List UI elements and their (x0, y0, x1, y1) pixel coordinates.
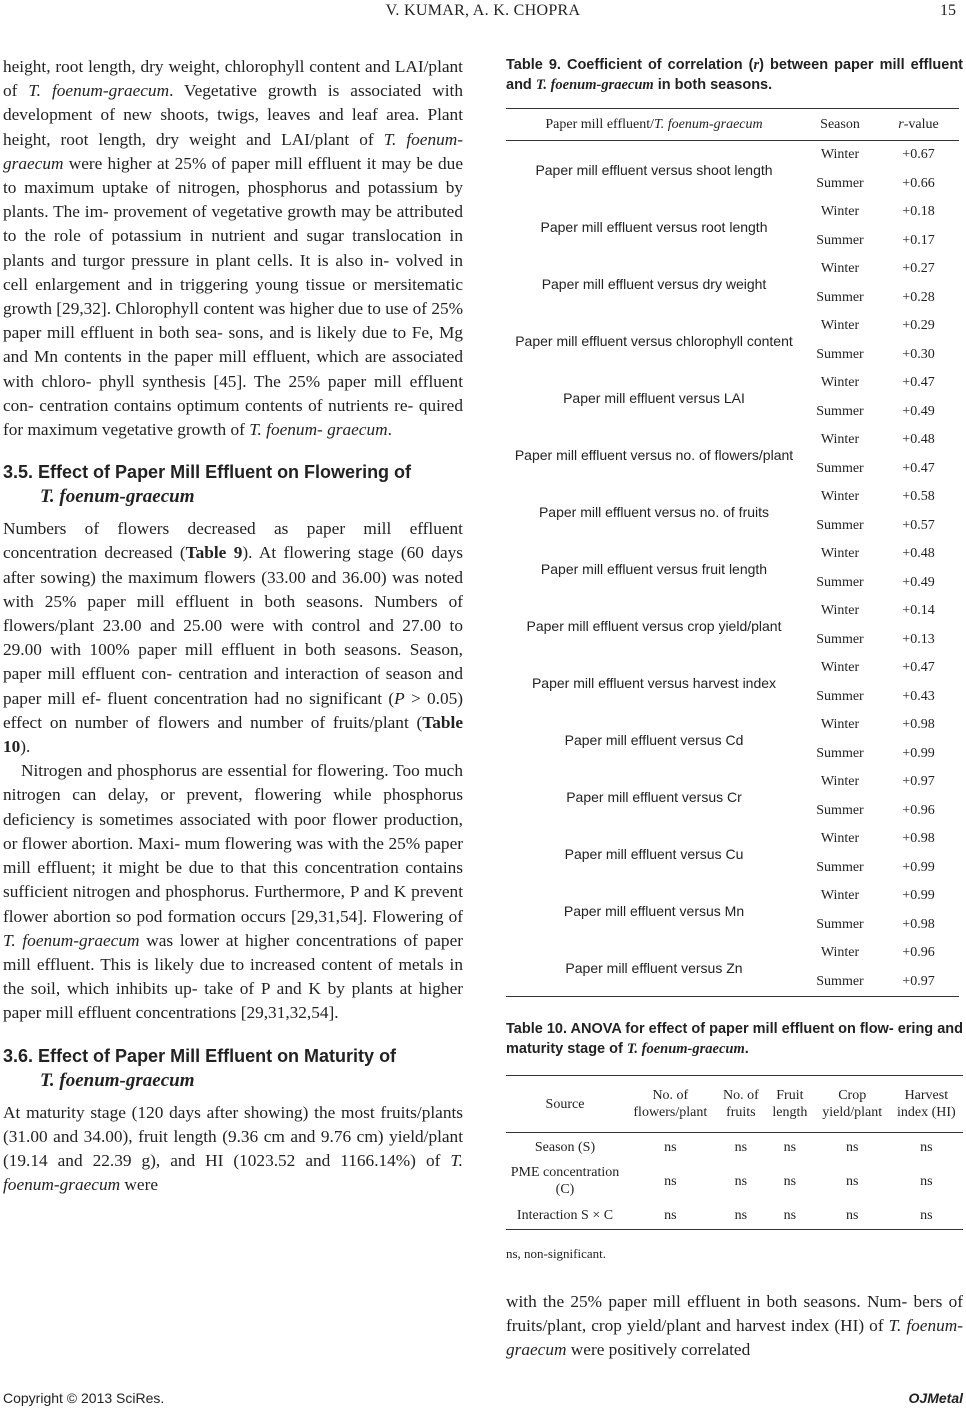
r-value-cell: +0.48 (902, 546, 935, 562)
r-value-cell: +0.18 (902, 204, 935, 220)
source-cell: PME concentration (C) (510, 1165, 620, 1197)
paragraph (3, 759, 463, 1025)
section-species: T. foenum-graecum (40, 1069, 195, 1091)
paragraph (3, 1101, 463, 1198)
journal-name: OJMetal (908, 1390, 963, 1406)
caption-species: T. foenum-graecum (535, 77, 654, 93)
caption-text: Table 10. ANOVA for effect of paper mill effluent on flow- ering and maturity stage of (506, 1021, 963, 1057)
r-value-cell: +0.97 (902, 774, 935, 790)
table-row (506, 483, 959, 512)
season-cell: Winter (820, 660, 860, 676)
table-row (506, 198, 959, 227)
r-value-cell: +0.98 (902, 717, 935, 733)
r-value-cell: +0.58 (902, 489, 935, 505)
significance-cell: ns (890, 1201, 963, 1230)
page-number: 15 (940, 2, 956, 19)
table-row (506, 597, 959, 626)
r-value-cell: +0.57 (902, 517, 935, 533)
table-row (506, 369, 959, 398)
table10-body (506, 1133, 963, 1230)
bold-run: Table 10 (3, 712, 463, 757)
season-cell: Summer (816, 232, 864, 248)
r-value-cell: +0.47 (902, 460, 935, 476)
significance-cell: ns (624, 1201, 717, 1230)
r-value-cell: +0.47 (902, 375, 935, 391)
season-cell: Winter (820, 831, 860, 847)
table10-header-cell: Harvest index (HI) (890, 1076, 963, 1133)
paragraph (3, 517, 463, 759)
comparison-label: Paper mill effluent versus fruit length (540, 560, 768, 577)
significance-cell: ns (664, 1173, 677, 1189)
r-value-cell: +0.99 (902, 745, 935, 761)
season-cell: Summer (816, 517, 864, 533)
italic-run: T. foenum-graecum (3, 930, 140, 950)
comparison-label: Paper mill effluent versus Mn (563, 902, 745, 919)
paragraph (3, 55, 463, 442)
table-row (506, 540, 959, 569)
comparison-label: Paper mill effluent versus root length (540, 218, 768, 235)
table9-header-r (878, 109, 959, 141)
table9-header-season: Season (802, 109, 878, 141)
season-cell: Winter (820, 603, 860, 619)
right-column (506, 55, 963, 1363)
table-row (506, 711, 959, 740)
r-value-cell: +0.96 (902, 945, 935, 961)
table9 (506, 108, 959, 997)
season-cell: Winter (820, 147, 860, 163)
significance-cell: ns (783, 1139, 797, 1155)
table-row (506, 1161, 963, 1201)
table10-header-cell: No. of fruits (717, 1076, 765, 1133)
table-row (506, 255, 959, 284)
r-value-cell: +0.67 (902, 147, 935, 163)
season-cell: Winter (820, 888, 860, 904)
r-value-cell: +0.49 (902, 574, 935, 590)
italic-run: T. foenum-graecum (3, 129, 463, 173)
season-cell: Winter (820, 375, 860, 391)
text-run: were positively correlated (566, 1340, 751, 1360)
italic-run: T. foenum-graecum (28, 81, 170, 101)
header-r: r (898, 116, 904, 132)
season-cell: Winter (820, 945, 860, 961)
section-number: 3.5. (3, 462, 34, 483)
r-value-cell: +0.43 (902, 688, 935, 704)
r-value-cell: +0.99 (902, 859, 935, 875)
table-row (506, 1201, 963, 1230)
season-cell: Summer (816, 175, 864, 191)
running-title: V. KUMAR, A. K. CHOPRA (385, 2, 581, 19)
caption-text: . (744, 1041, 749, 1057)
comparison-label: Paper mill effluent versus crop yield/plant (526, 617, 782, 634)
table10-header-cell: No. of flowers/plant (624, 1076, 717, 1133)
season-cell: Summer (816, 631, 864, 647)
text-run: were (120, 1175, 159, 1195)
season-cell: Summer (816, 460, 864, 476)
table9-caption (506, 55, 963, 95)
r-value-cell: +0.97 (878, 968, 959, 997)
text-run: > 0.05) effect on number of flowers and number of fruits/plant ( (3, 688, 463, 732)
season-cell: Winter (820, 717, 860, 733)
header-text: Paper mill effluent/ (545, 116, 654, 132)
r-value-cell: +0.14 (902, 603, 935, 619)
comparison-label: Paper mill effluent versus LAI (563, 389, 745, 406)
table-row (506, 768, 959, 797)
significance-cell: ns (783, 1173, 797, 1189)
season-cell: Summer (816, 859, 864, 875)
copyright: Copyright © 2013 SciRes. (3, 1390, 165, 1406)
r-value-cell: +0.96 (902, 802, 935, 818)
significance-cell: ns (815, 1201, 890, 1230)
table-row (506, 654, 959, 683)
r-value-cell: +0.17 (902, 232, 935, 248)
section-heading-3-5 (3, 460, 463, 509)
season-cell: Winter (820, 432, 860, 448)
comparison-label: Paper mill effluent versus Cr (566, 788, 742, 805)
season-cell: Winter (820, 318, 860, 334)
table-row (506, 882, 959, 911)
section-heading-3-6 (3, 1044, 463, 1093)
significance-cell: ns (765, 1201, 815, 1230)
italic-run: T. foenum-graecum (506, 1316, 963, 1360)
season-cell: Winter (820, 261, 860, 277)
table10-header-cell: Fruit length (765, 1076, 815, 1133)
left-column (3, 55, 463, 1197)
table9-body (506, 141, 959, 997)
significance-cell: ns (920, 1139, 933, 1155)
r-value-cell: +0.28 (902, 289, 935, 305)
significance-cell: ns (920, 1173, 933, 1189)
table-row (506, 939, 959, 968)
italic-run: P (394, 688, 405, 708)
source-cell: Interaction S × C (506, 1201, 624, 1230)
significance-cell: ns (717, 1201, 765, 1230)
r-value-cell: +0.30 (902, 346, 935, 362)
r-value-cell: +0.27 (902, 261, 935, 277)
r-value-cell: +0.29 (902, 318, 935, 334)
r-value-cell: +0.49 (902, 403, 935, 419)
text-run: At maturity stage (120 days after showing) the most fruits/plants (31.00 and 34.00), fruit length (9.36 cm and 9.76 cm) yield/plant (19.14 and 22.39 g), and HI (1023.52 and 1166.14%) of (3, 1102, 463, 1170)
comparison-label: Paper mill effluent versus no. of fruits (538, 503, 770, 520)
comparison-label: Paper mill effluent versus Zn (506, 939, 802, 997)
comparison-label: Paper mill effluent versus shoot length (535, 161, 773, 178)
caption-text: ) between paper mill effluent and (506, 57, 964, 93)
comparison-label: Paper mill effluent versus Cu (564, 845, 744, 862)
text-run: height, root length, dry weight, chlorophyll content and LAI/plant of (3, 57, 463, 101)
comparison-label: Paper mill effluent versus harvest index (531, 674, 777, 691)
season-cell: Summer (816, 688, 864, 704)
table-row (506, 825, 959, 854)
season-cell: Summer (816, 916, 864, 932)
section-title: Effect of Paper Mill Effluent on Flowering of (38, 462, 412, 483)
table10-note: ns, non-significant. (506, 1246, 607, 1261)
paragraph (506, 1290, 963, 1363)
table10-caption (506, 1019, 963, 1059)
text-run: was lower at higher concentrations of paper mill effluent. This is likely due to increased content of metals in the soil, which inhibits up- take of P and K by plants at higher paper mill effluent concentrations [29,31,32,54]. (3, 930, 463, 1023)
text-run: . Vegetative growth is associated with development of new shoots, twigs, leaves and leaf area. Plant height, root length, dry weight and LAI/plant of (3, 81, 463, 149)
italic-run: T. foenum-graecum (3, 1150, 463, 1195)
section-species: T. foenum-graecum (40, 486, 195, 508)
table9-header-comparison (506, 109, 802, 141)
table-row (506, 141, 959, 170)
r-value-cell: +0.98 (902, 831, 935, 847)
source-cell: Season (S) (534, 1139, 596, 1155)
text-run: with the 25% paper mill effluent in both seasons. Num- bers of fruits/plant, crop yield/plant and harvest index (HI) of (506, 1292, 963, 1336)
r-value-cell: +0.99 (902, 888, 935, 904)
comparison-label: Paper mill effluent versus chlorophyll content (515, 332, 793, 349)
season-cell: Summer (816, 802, 864, 818)
season-cell: Winter (820, 204, 860, 220)
r-value-cell: +0.98 (902, 916, 935, 932)
table-row (506, 1133, 963, 1162)
text-run: ). At flowering stage (60 days after sowing) the maximum flowers (33.00 and 36.00) was noted with 25% paper mill effluent in both seasons. Numbers of flowers/plant 23.00 and 25.00 were with control and 27.00 to 29.00 with 100% paper mill effluent in both seasons. Season, paper mill effluent con- centration and interaction of season and paper mill ef- fluent concentration had no significant ( (3, 543, 463, 708)
text-run: ). (20, 737, 31, 757)
section-title: Effect of Paper Mill Effluent on Maturity of (38, 1045, 397, 1066)
caption-text: in both seasons. (653, 77, 773, 93)
table10-header-cell: Crop yield/plant (815, 1076, 890, 1133)
r-value-cell: +0.13 (902, 631, 935, 647)
caption-species: T. foenum-graecum (626, 1041, 745, 1057)
header-species: T. foenum-graecum (654, 116, 763, 132)
season-cell: Summer (802, 968, 878, 997)
text-run: Numbers of flowers decreased as paper mill effluent concentration decreased ( (3, 519, 463, 563)
season-cell: Summer (816, 403, 864, 419)
caption-r: r (753, 57, 760, 73)
text-run: were higher at 25% of paper mill effluent it may be due to maximum uptake of nitrogen, phosphorus and potassium by plants. The im- provement of vegetative growth may be attributed to the role of potassium in nutrient and sugar translocation in plants and turgor pressure in plant cells. It is also in- volved in cell enlargement and in triggering young tissue or mersitematic growth [29,32]. Chlorophyll content was higher due to use of 25% paper mill effluent in both sea- sons, and is likely due to Fe, Mg and Mn contents in the paper mill effluent, which are associated with chloro- phyll synthesis [45]. The 25% paper mill effluent con- centration contains optimum contents of nutrients re- quired for maximum vegetative growth of (3, 153, 463, 440)
significance-cell: ns (845, 1139, 859, 1155)
table-row (506, 312, 959, 341)
season-cell: Winter (820, 546, 860, 562)
table10-header-row (506, 1076, 963, 1133)
table10 (506, 1075, 963, 1230)
season-cell: Winter (820, 774, 860, 790)
season-cell: Summer (816, 745, 864, 761)
season-cell: Winter (820, 489, 860, 505)
header-text: -value (903, 116, 939, 132)
season-cell: Summer (816, 289, 864, 305)
page-header (0, 0, 966, 30)
significance-cell: ns (734, 1139, 748, 1155)
comparison-label: Paper mill effluent versus no. of flowers/plant (514, 446, 794, 463)
season-cell: Summer (816, 346, 864, 362)
significance-cell: ns (664, 1139, 677, 1155)
season-cell: Summer (816, 574, 864, 590)
r-value-cell: +0.66 (902, 175, 935, 191)
comparison-label: Paper mill effluent versus dry weight (541, 275, 767, 292)
significance-cell: ns (845, 1173, 859, 1189)
r-value-cell: +0.47 (902, 660, 935, 676)
text-run: . (387, 420, 392, 440)
caption-text: Table 9. Coefficient of correlation ( (506, 57, 754, 73)
table10-header-cell: Source (506, 1076, 624, 1133)
r-value-cell: +0.48 (902, 432, 935, 448)
text-run: Nitrogen and phosphorus are essential for flowering. Too much nitrogen can delay, or prevent, flowering while phosphorus deficiency is sometimes associated with poor flower production, or flower abortion. Maxi- mum flowering was with the 25% paper mill effluent; it might be due to that this concentration contains sufficient nitrogen and phosphorus. Furthermore, P and K prevent flower abortion so pod formation occurs [29,31,54]. Flowering of (3, 761, 463, 926)
bold-run: Table 9 (185, 543, 243, 563)
comparison-label: Paper mill effluent versus Cd (564, 731, 744, 748)
italic-run: T. foenum- graecum (249, 420, 388, 440)
significance-cell: ns (734, 1173, 748, 1189)
table-row (506, 426, 959, 455)
section-number: 3.6. (3, 1045, 34, 1066)
